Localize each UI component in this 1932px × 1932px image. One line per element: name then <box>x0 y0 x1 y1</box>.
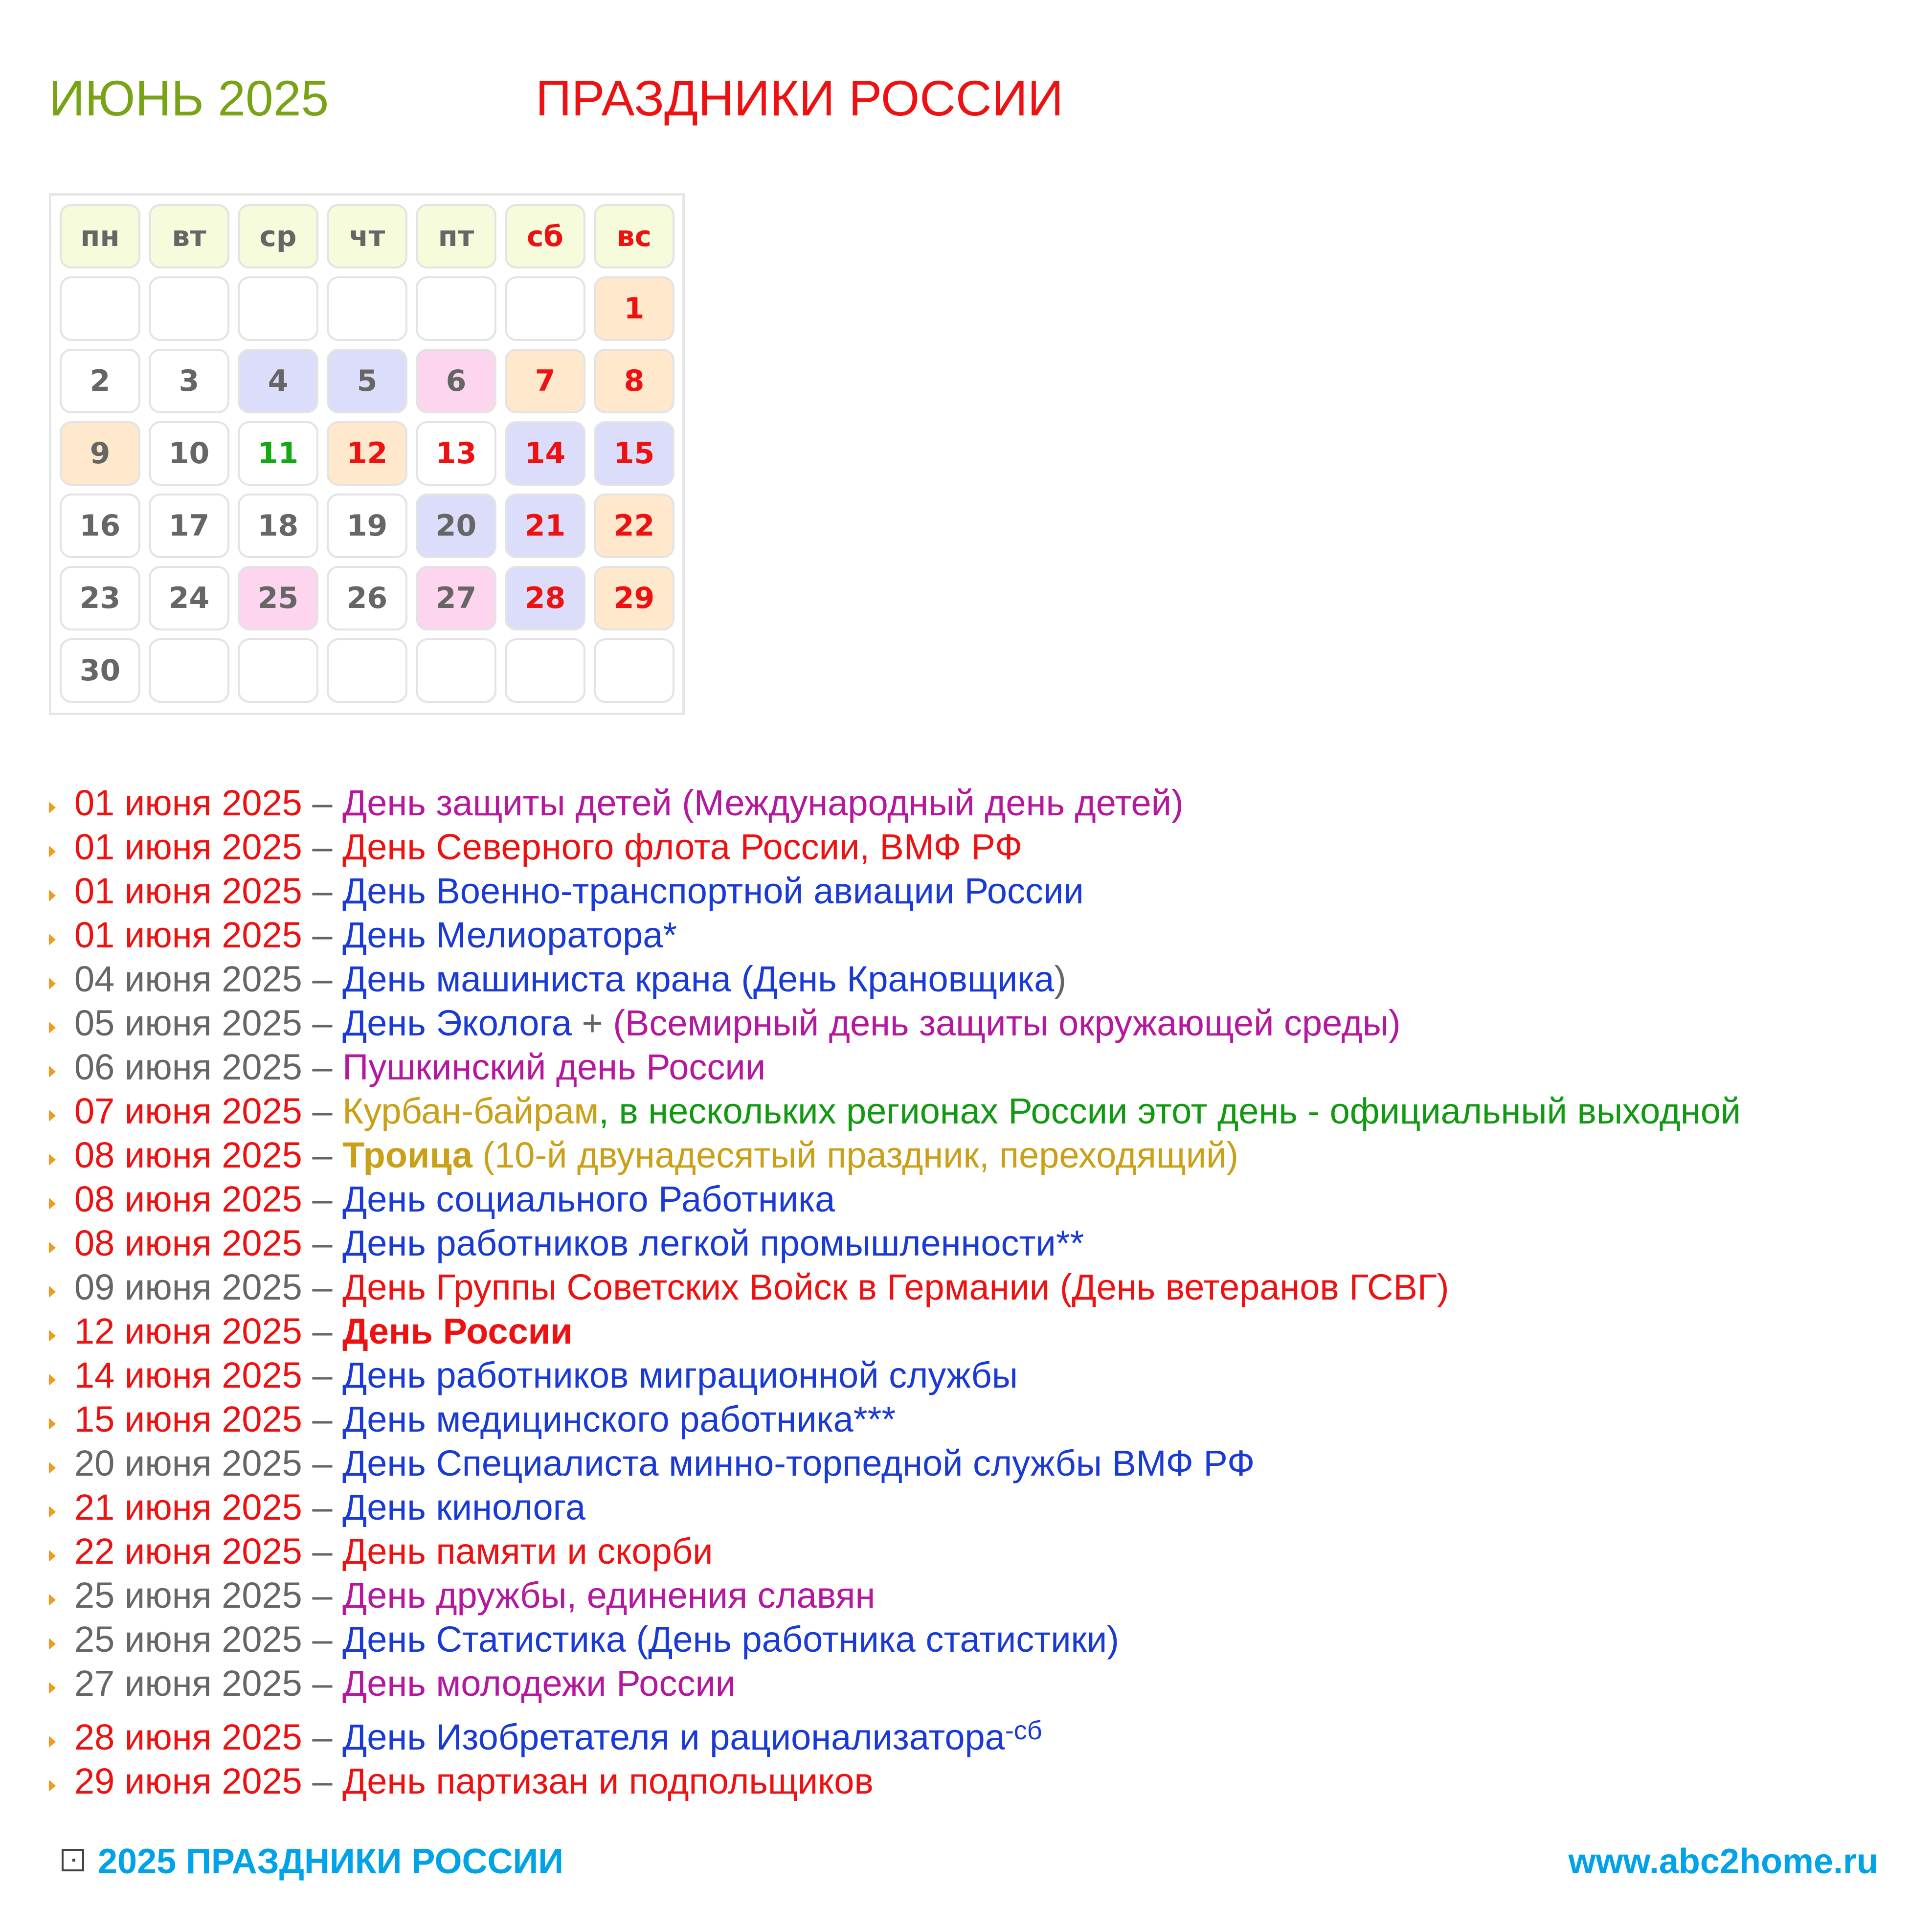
holiday-name: День молодежи России <box>342 1663 736 1704</box>
holiday-dash: – <box>302 1531 343 1572</box>
holiday-date: 01 июня 2025 <box>74 827 302 867</box>
holiday-dash: – <box>302 915 343 955</box>
holiday-date: 09 июня 2025 <box>74 1267 302 1307</box>
bullet-arrow-icon <box>49 1242 56 1254</box>
holiday-name: Курбан-байрам <box>342 1091 599 1131</box>
holiday-dash: – <box>302 1619 343 1660</box>
calendar-day[interactable]: 22 <box>594 494 674 558</box>
bullet-arrow-icon <box>49 1198 56 1210</box>
holiday-dash: – <box>302 1135 343 1175</box>
calendar-day[interactable]: 23 <box>60 566 140 630</box>
bullet-arrow-icon <box>49 1550 56 1562</box>
holiday-name: День дружбы, единения славян <box>342 1575 876 1616</box>
calendar-day[interactable]: 5 <box>327 349 407 413</box>
bullet-arrow-icon <box>49 1462 56 1474</box>
holiday-text <box>74 1133 1238 1177</box>
holiday-text <box>74 869 1084 913</box>
holiday-name: Троица <box>342 1135 472 1175</box>
holiday-name: День Группы Советских Войск в Германии (День ветеранов ГСВГ) <box>342 1267 1449 1307</box>
bullet-arrow-icon <box>49 802 56 813</box>
page-title: ПРАЗДНИКИ РОССИИ <box>536 70 1064 126</box>
holiday-name: Пушкинский день России <box>342 1047 766 1087</box>
calendar-day[interactable]: 21 <box>505 494 585 558</box>
bullet-arrow-icon <box>49 1330 56 1342</box>
holiday-date: 12 июня 2025 <box>74 1311 302 1351</box>
calendar-day[interactable]: 28 <box>505 566 585 630</box>
holiday-text <box>74 1573 875 1617</box>
holiday-name: День работников миграционной службы <box>342 1355 1018 1395</box>
calendar-day[interactable]: 11 <box>238 421 318 486</box>
holiday-date: 27 июня 2025 <box>74 1663 302 1704</box>
bullet-arrow-icon <box>49 978 56 989</box>
holiday-dash: – <box>302 871 343 911</box>
calendar-day[interactable]: 24 <box>149 566 229 630</box>
holiday-dash: – <box>302 959 343 999</box>
holiday-dash: – <box>302 1761 343 1801</box>
holiday-name: День России <box>342 1311 573 1351</box>
holiday-name: День социального Работника <box>342 1179 835 1219</box>
holiday-text <box>74 913 677 957</box>
bullet-arrow-icon <box>49 846 56 857</box>
bullet-arrow-icon <box>49 1638 56 1650</box>
holiday-text <box>74 1759 874 1803</box>
holiday-date: 21 июня 2025 <box>74 1487 302 1528</box>
holiday-text <box>74 1265 1449 1309</box>
holiday-text <box>74 1441 1255 1485</box>
bullet-arrow-icon <box>49 1154 56 1166</box>
holiday-date: 01 июня 2025 <box>74 915 302 955</box>
holiday-dash: – <box>302 1487 343 1528</box>
holiday-text <box>74 1397 896 1441</box>
holiday-text <box>74 1529 713 1573</box>
holiday-text <box>74 825 1022 869</box>
holiday-extra: (10-й двунадесятый праздник, переходящий) <box>472 1135 1239 1175</box>
calendar-day[interactable]: 1 <box>594 276 674 341</box>
holiday-name: День Эколога <box>342 1003 572 1043</box>
holiday-name: День Мелиоратора* <box>342 915 677 955</box>
holiday-date: 22 июня 2025 <box>74 1531 302 1572</box>
holiday-date: 08 июня 2025 <box>74 1135 302 1175</box>
calendar-day[interactable]: 2 <box>60 349 140 413</box>
holiday-text <box>74 1617 1119 1662</box>
holiday-text <box>74 1221 1084 1265</box>
holiday-name: День защиты детей (Международный день детей) <box>342 783 1184 823</box>
holiday-text <box>74 1177 835 1221</box>
holiday-text <box>74 1485 585 1529</box>
calendar-day[interactable]: 4 <box>238 349 318 413</box>
holiday-date: 08 июня 2025 <box>74 1223 302 1263</box>
holiday-dash: – <box>302 1663 343 1704</box>
calendar-day[interactable]: 14 <box>505 421 585 486</box>
holiday-dash: – <box>302 1575 343 1616</box>
bullet-arrow-icon <box>49 1022 56 1033</box>
calendar-day[interactable]: 10 <box>149 421 229 486</box>
calendar-day[interactable]: 13 <box>416 421 496 486</box>
footer-title-link[interactable]: 2025 ПРАЗДНИКИ РОССИИ <box>98 1842 564 1881</box>
calendar-day[interactable]: 25 <box>238 566 318 630</box>
holiday-text <box>74 1001 1401 1045</box>
holiday-dash: – <box>302 1355 343 1395</box>
weekday-header: вс <box>594 204 674 269</box>
calendar-day[interactable]: 8 <box>594 349 674 413</box>
bullet-arrow-icon <box>49 1110 56 1122</box>
holiday-dash: – <box>302 827 343 867</box>
calendar-day[interactable]: 29 <box>594 566 674 630</box>
holiday-name: День Специалиста минно-торпедной службы ВМФ РФ <box>342 1443 1255 1483</box>
holiday-name: День кинолога <box>342 1487 586 1528</box>
calendar-day[interactable]: 6 <box>416 349 496 413</box>
calendar-day[interactable]: 26 <box>327 566 407 630</box>
holiday-date: 25 июня 2025 <box>74 1575 302 1616</box>
calendar-day[interactable]: 17 <box>149 494 229 558</box>
holiday-date: 29 июня 2025 <box>74 1761 302 1801</box>
holiday-date: 20 июня 2025 <box>74 1443 302 1483</box>
weekday-header: пт <box>416 204 496 269</box>
weekday-header: вт <box>149 204 229 269</box>
holiday-date: 01 июня 2025 <box>74 871 302 911</box>
holiday-text <box>74 957 1066 1001</box>
bullet-arrow-icon <box>49 1736 56 1748</box>
calendar-day[interactable]: 16 <box>60 494 140 558</box>
holiday-extra: , в нескольких регионах России этот день - официальный выходной <box>599 1091 1741 1131</box>
holiday-text <box>74 1353 1018 1397</box>
calendar-day[interactable]: 7 <box>505 349 585 413</box>
holiday-dash: – <box>302 1717 343 1757</box>
holiday-extra: ) <box>1054 959 1067 999</box>
bullet-arrow-icon <box>49 1066 56 1078</box>
holiday-text <box>74 1309 573 1353</box>
holiday-name: День Статистика (День работника статистики) <box>342 1619 1119 1660</box>
holiday-date: 06 июня 2025 <box>74 1047 302 1087</box>
weekday-header: пн <box>60 204 140 269</box>
holiday-date: 15 июня 2025 <box>74 1399 302 1439</box>
holiday-date: 14 июня 2025 <box>74 1355 302 1395</box>
holiday-dash: – <box>302 1399 343 1439</box>
holiday-dash: – <box>302 1091 343 1131</box>
holiday-dash: – <box>302 1047 343 1087</box>
holiday-name: День памяти и скорби <box>342 1531 713 1572</box>
calendar-day[interactable]: 15 <box>594 421 674 486</box>
calendar-day[interactable]: 27 <box>416 566 496 630</box>
holiday-name: День работников легкой промышленности** <box>342 1223 1084 1263</box>
weekday-header: ср <box>238 204 318 269</box>
holiday-date: 01 июня 2025 <box>74 783 302 823</box>
calendar-day[interactable]: 9 <box>60 421 140 486</box>
holiday-text <box>74 1089 1741 1133</box>
holiday-name: День партизан и подпольщиков <box>342 1761 874 1801</box>
footer-site-link[interactable]: www.abc2home.ru <box>1568 1842 1878 1881</box>
holiday-name: День машиниста крана (День Крановщика <box>342 959 1055 999</box>
bullet-arrow-icon <box>49 890 56 901</box>
holiday-date: 25 июня 2025 <box>74 1619 302 1660</box>
holiday-dash: – <box>302 1443 343 1483</box>
holiday-text <box>74 1045 765 1089</box>
holiday-date: 08 июня 2025 <box>74 1179 302 1219</box>
holiday-superscript: -сб <box>1005 1716 1042 1745</box>
holiday-dash: – <box>302 783 343 823</box>
holiday-text <box>74 1715 1042 1759</box>
calendar-day[interactable]: 18 <box>238 494 318 558</box>
bullet-arrow-icon <box>49 1506 56 1518</box>
weekday-header: чт <box>327 204 407 269</box>
holiday-dash: – <box>302 1311 343 1351</box>
holiday-dash: – <box>302 1179 343 1219</box>
calendar-day[interactable]: 20 <box>416 494 496 558</box>
holiday-name: День Изобретателя и рационализатора <box>342 1717 1005 1757</box>
bullet-arrow-icon <box>49 1418 56 1430</box>
holiday-date: 04 июня 2025 <box>74 959 302 999</box>
calendar-day[interactable]: 12 <box>327 421 407 486</box>
holiday-name: День Военно-транспортной авиации России <box>342 871 1084 911</box>
holiday-dash: – <box>302 1003 343 1043</box>
bullet-arrow-icon <box>49 1374 56 1386</box>
holiday-date: 28 июня 2025 <box>74 1717 302 1757</box>
bullet-arrow-icon <box>49 1594 56 1606</box>
calendar-day[interactable]: 19 <box>327 494 407 558</box>
bullet-arrow-icon <box>49 1286 56 1298</box>
holiday-dash: – <box>302 1267 343 1307</box>
image-placeholder-icon <box>62 1849 84 1871</box>
holiday-text <box>74 1662 736 1706</box>
holiday-extra: (Всемирный день защиты окружающей среды) <box>613 1003 1401 1043</box>
calendar-day[interactable]: 30 <box>60 638 140 703</box>
holiday-date: 05 июня 2025 <box>74 1003 302 1043</box>
holiday-name: День медицинского работника*** <box>342 1399 896 1439</box>
holiday-date: 07 июня 2025 <box>74 1091 302 1131</box>
holiday-name: День Северного флота России, ВМФ РФ <box>342 827 1023 867</box>
bullet-arrow-icon <box>49 1780 56 1792</box>
weekday-header: сб <box>505 204 585 269</box>
holiday-dash: – <box>302 1223 343 1263</box>
bullet-arrow-icon <box>49 934 56 945</box>
month-title: ИЮНЬ 2025 <box>49 70 329 126</box>
holiday-extra: + <box>571 1003 613 1043</box>
calendar-day[interactable]: 3 <box>149 349 229 413</box>
bullet-arrow-icon <box>49 1682 56 1694</box>
holiday-text <box>74 781 1184 825</box>
